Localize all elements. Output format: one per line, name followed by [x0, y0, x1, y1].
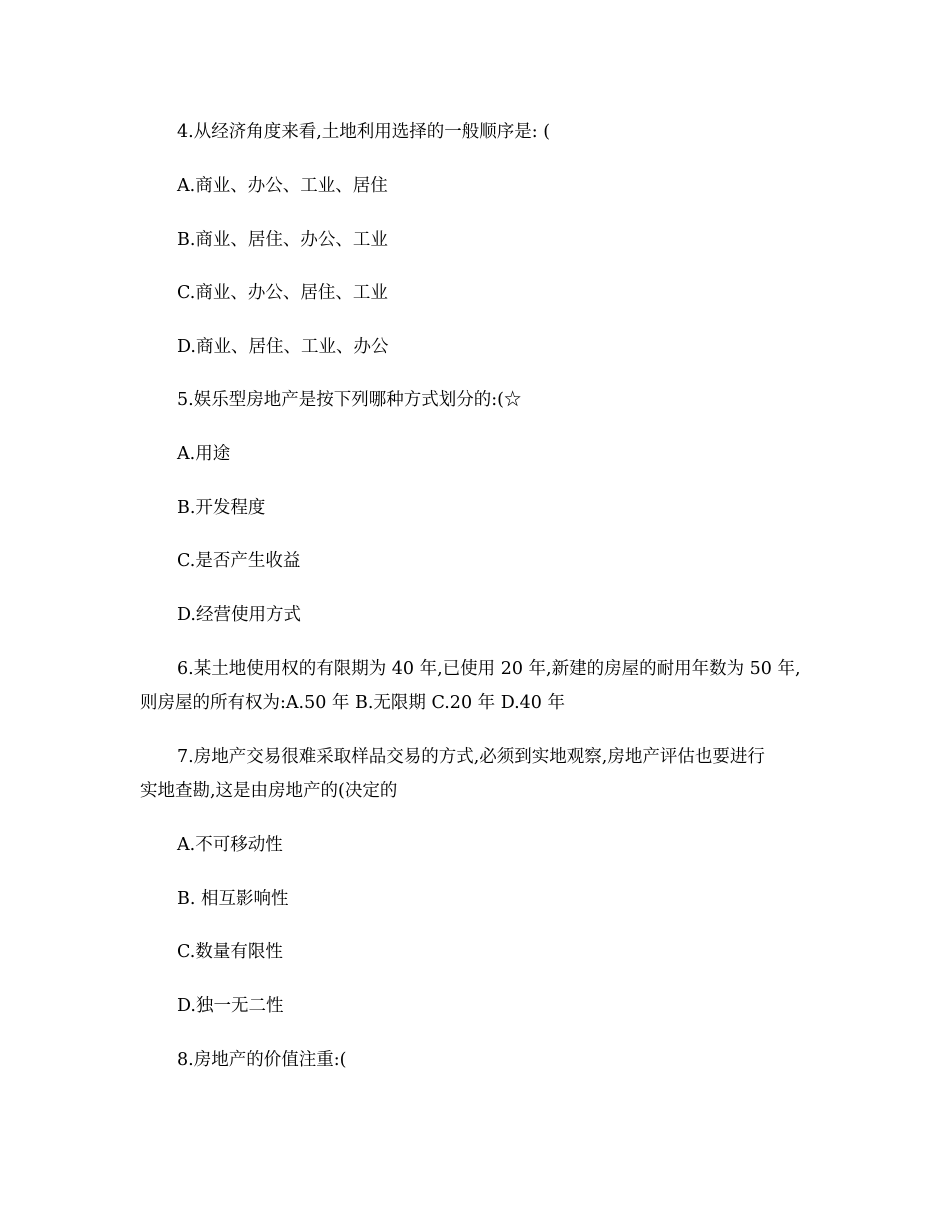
- q5-option-b: B.开发程度: [177, 498, 266, 518]
- question-5: 5.娱乐型房地产是按下列哪种方式划分的:(☆: [177, 390, 522, 410]
- q7-option-a: A.不可移动性: [177, 835, 283, 855]
- question-4: 4.从经济角度来看,土地利用选择的一般顺序是: (: [177, 122, 551, 142]
- question-7-line-2: 实地查勘,这是由房地产的(决定的: [140, 781, 398, 801]
- q4-option-d: D.商业、居住、工业、办公: [177, 337, 389, 357]
- question-8: 8.房地产的价值注重:(: [177, 1050, 347, 1070]
- q4-option-a: A.商业、办公、工业、居住: [177, 176, 388, 196]
- q4-option-c: C.商业、办公、居住、工业: [177, 283, 388, 303]
- q5-option-c: C.是否产生收益: [177, 551, 301, 571]
- q5-option-a: A.用途: [177, 444, 231, 464]
- q5-option-d: D.经营使用方式: [177, 605, 301, 625]
- q4-option-b: B.商业、居住、办公、工业: [177, 230, 388, 250]
- question-6-line-1: 6.某土地使用权的有限期为 40 年,已使用 20 年,新建的房屋的耐用年数为 50 年,: [177, 659, 801, 679]
- q7-option-d: D.独一无二性: [177, 996, 284, 1016]
- question-7-line-1: 7.房地产交易很难采取样品交易的方式,必须到实地观察,房地产评估也要进行: [177, 747, 765, 767]
- q7-option-c: C.数量有限性: [177, 942, 283, 962]
- question-6-line-2: 则房屋的所有权为:A.50 年 B.无限期 C.20 年 D.40 年: [140, 693, 565, 713]
- q7-option-b: B. 相互影响性: [177, 889, 289, 909]
